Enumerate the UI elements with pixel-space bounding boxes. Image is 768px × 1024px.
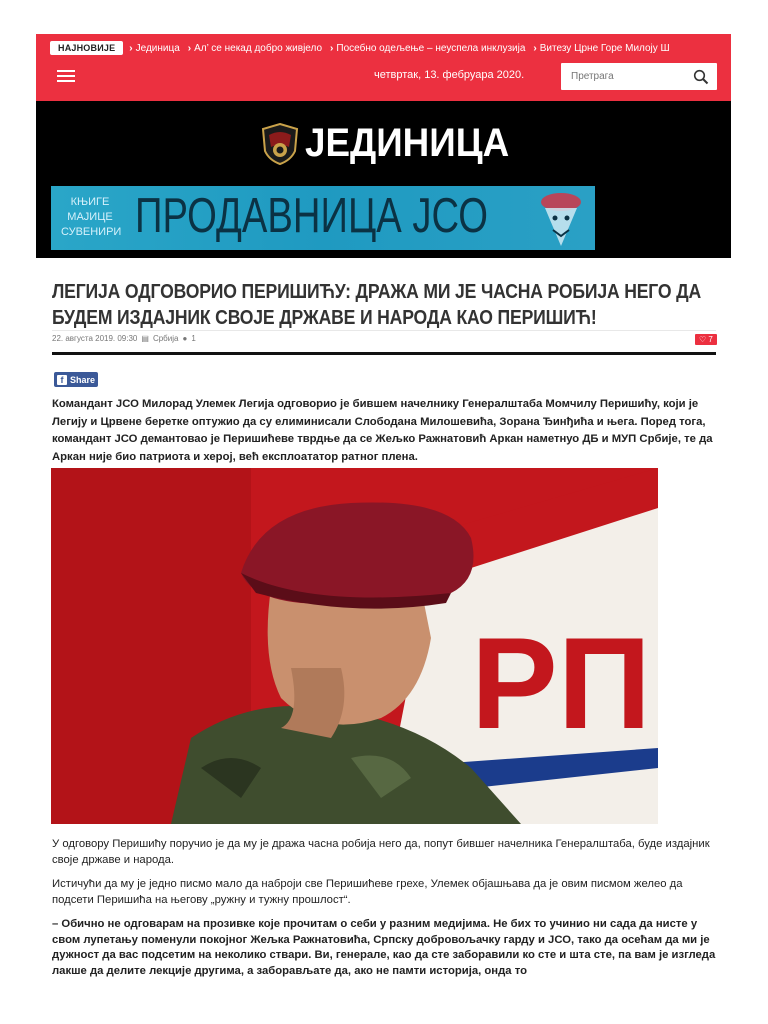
- shop-banner[interactable]: [51, 186, 595, 250]
- folder-icon: ▤: [141, 334, 149, 343]
- ticker-item[interactable]: › Посебно одељење – неуспела инклузија: [330, 43, 525, 54]
- article-meta: [52, 334, 196, 343]
- divider: [52, 330, 716, 331]
- ticker-item[interactable]: › Јединица: [129, 43, 180, 54]
- banner-title: ПРОДАВНИЦА ЈСО: [135, 189, 488, 243]
- menu-icon[interactable]: [57, 70, 75, 82]
- comment-count[interactable]: 1: [191, 334, 196, 343]
- soldier-photo: [51, 468, 658, 824]
- search-box: [561, 63, 717, 90]
- svg-text:РП: РП: [471, 610, 652, 756]
- current-date: четвртак, 13. фебруара 2020.: [374, 69, 525, 81]
- ticker-item[interactable]: › Ал’ се некад добро живјело: [188, 43, 322, 54]
- ticker-badge: НАЈНОВИЈЕ: [50, 41, 123, 55]
- article-paragraph: Истичући да му је једно писмо мало да наброји све Перишићеве грехе, Улемек објашњава да је овим писмом желео да подсети Перишића на његову „ружну и тужну прошлост“.: [52, 878, 683, 906]
- facebook-share-button[interactable]: [54, 372, 98, 387]
- search-input[interactable]: [561, 63, 681, 90]
- article-category[interactable]: Србија: [152, 334, 179, 343]
- share-label: Share: [70, 374, 96, 385]
- article-photo: [51, 468, 658, 824]
- site-header: [36, 101, 731, 258]
- jso-emblem-icon: [261, 123, 299, 165]
- site-logo[interactable]: [261, 121, 527, 166]
- news-ticker: [50, 40, 718, 56]
- heart-icon: ♡: [699, 335, 707, 344]
- article-title: ЛЕГИЈА ОДГОВОРИО ПЕРИШИЋУ: ДРАЖА МИ ЈЕ ЧАСНА РОБИЈА НЕГО ДА БУДЕМ ИЗДАЈНИК СВОЈЕ ДРЖАВЕ И НАРОДА КАО ПЕРИШИЋ!: [52, 281, 701, 329]
- article-paragraph: У одговору Перишићу поручио је да му је дража часна робија него да, попут бившег начелника Генералштаба, буде издајник своје државе и народа.: [52, 838, 710, 866]
- banner-small-text: КЊИГЕ МАЈИЦЕ СУВЕНИРИ: [61, 196, 122, 238]
- facebook-icon: f: [57, 375, 67, 385]
- top-bar: [36, 34, 731, 101]
- search-icon[interactable]: [693, 69, 709, 85]
- logo-text: ЈЕДИНИЦА: [305, 121, 510, 165]
- like-count: 7: [708, 335, 713, 344]
- article-date: 22. августа 2019. 09:30: [52, 334, 138, 343]
- comment-icon: ●: [182, 334, 188, 343]
- article-lead: Командант ЈСО Милорад Улемек Легија одговорио је бившем начелнику Генералштаба Момчилу Перишићу, који је Легију и Црвене беретке оптужио да су елиминисали Слободана Милошевића, Зорана Ђинђића и њега. Поред тога, командант ЈСО демантовао је Перишићеве тврдње да се Жељко Ражнатовић Аркан наметнуо ДБ и МУП Србије, те да Аркан није био патриота и херој, већ експлоататор ратног плена.: [52, 398, 713, 463]
- ticker-item[interactable]: › Витезу Црне Горе Милоју Ш: [533, 43, 669, 54]
- title-divider: [52, 352, 716, 355]
- article-paragraph: – Обично не одговарам на прозивке које прочитам о себи у разним медијима. Не бих то учинио ни сада да нисте у свом лупетању поменули покојног Жељка Ражнатовића, Српску добровољачку гарду и ЈСО, тако да осећам да ми је дужност да вас подсетим на неколико ствари. Ви, генерале, као да сте заборавили ко сте и шта сте, па вам је изгледа лакше да делите лекције другима, а заборављате да, ако не памти историја, онда то: [52, 918, 716, 977]
- wolf-beret-icon: [531, 188, 591, 248]
- like-badge[interactable]: [695, 334, 717, 345]
